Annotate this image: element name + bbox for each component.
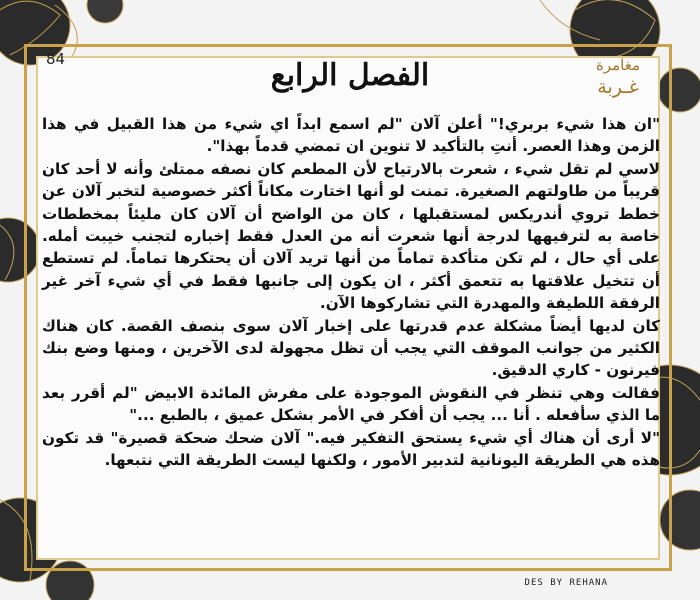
logo [578,54,658,110]
logo-line-1: مغامرة [595,56,640,74]
chapter-title: الفصل الرابع [270,58,430,93]
paragraph: "ان هذا شيء بربري!" أعلن آلان "لم اسمع ابداً اي شيء من هذا القبيل في هذا الزمن وهذا العصر. أنتِ بالتأكيد لا تنوين ان تمضي قدماً بهذا". [42,115,660,156]
chapter-text [42,113,660,472]
paragraph: "لا أرى أن هناك أي شيء يستحق التفكير فيه." آلان ضحك ضحكة قصيرة" قد تكون هذه هي الطريقة اليونانية لتدبير الأمور ، ولكنها ليست الطريقة التي نتبعها. [42,428,660,470]
designer-credit: DES BY REHANA [524,578,608,588]
logo-line-2: غـربة [597,76,639,98]
paragraph: لاسي لم تقل شيء ، شعرت بالارتياح لأن المطعم كان نصفه ممتلئ وأنه لا أحد كان قريباً من طاولتهم الصغيرة. تمنت لو أنها اختارت مكاناً أكثر خصوصية لتخبر آلان عن خطط تروي أندريكس لمستقبلها ، كان من الواضح أن آلان كان مليئاً بمخططات خاصة به لترفيهها لدرجة أنها شعرت أنه من العدل فقط إخباره لتجنب خيبت أمله. على أي حال ، لم تكن متأكدة تماماً من أنها تريد آلان أن يحتكرها تماماً. لم تستطع أن تتخيل علاقتها به تتعمق أكثر ، ان يكون إلى جانبها فقط في أي شيء آخر غير الرفقة اللطيفة والمهدرة التي تشاركوها الآن. [42,159,660,313]
paragraph: كان لديها أيضاً مشكلة عدم قدرتها على إخبار آلان سوى بنصف القصة. كان هناك الكثير من جوانب الموقف التي يجب أن تظل مجهولة لدى الآخرين ، ومنها وضع بنك فيرنون - كاري الدقيق. [42,316,660,380]
page-number: 84 [46,50,66,68]
paragraph: فقالت وهي تنظر في النقوش الموجودة على مفرش المائدة الابيض "لم أقرر بعد ما الذي سأفعله . أنا ... يجب أن أفكر في الأمر بشكل عميق ، بالطبع ..." [42,383,660,425]
